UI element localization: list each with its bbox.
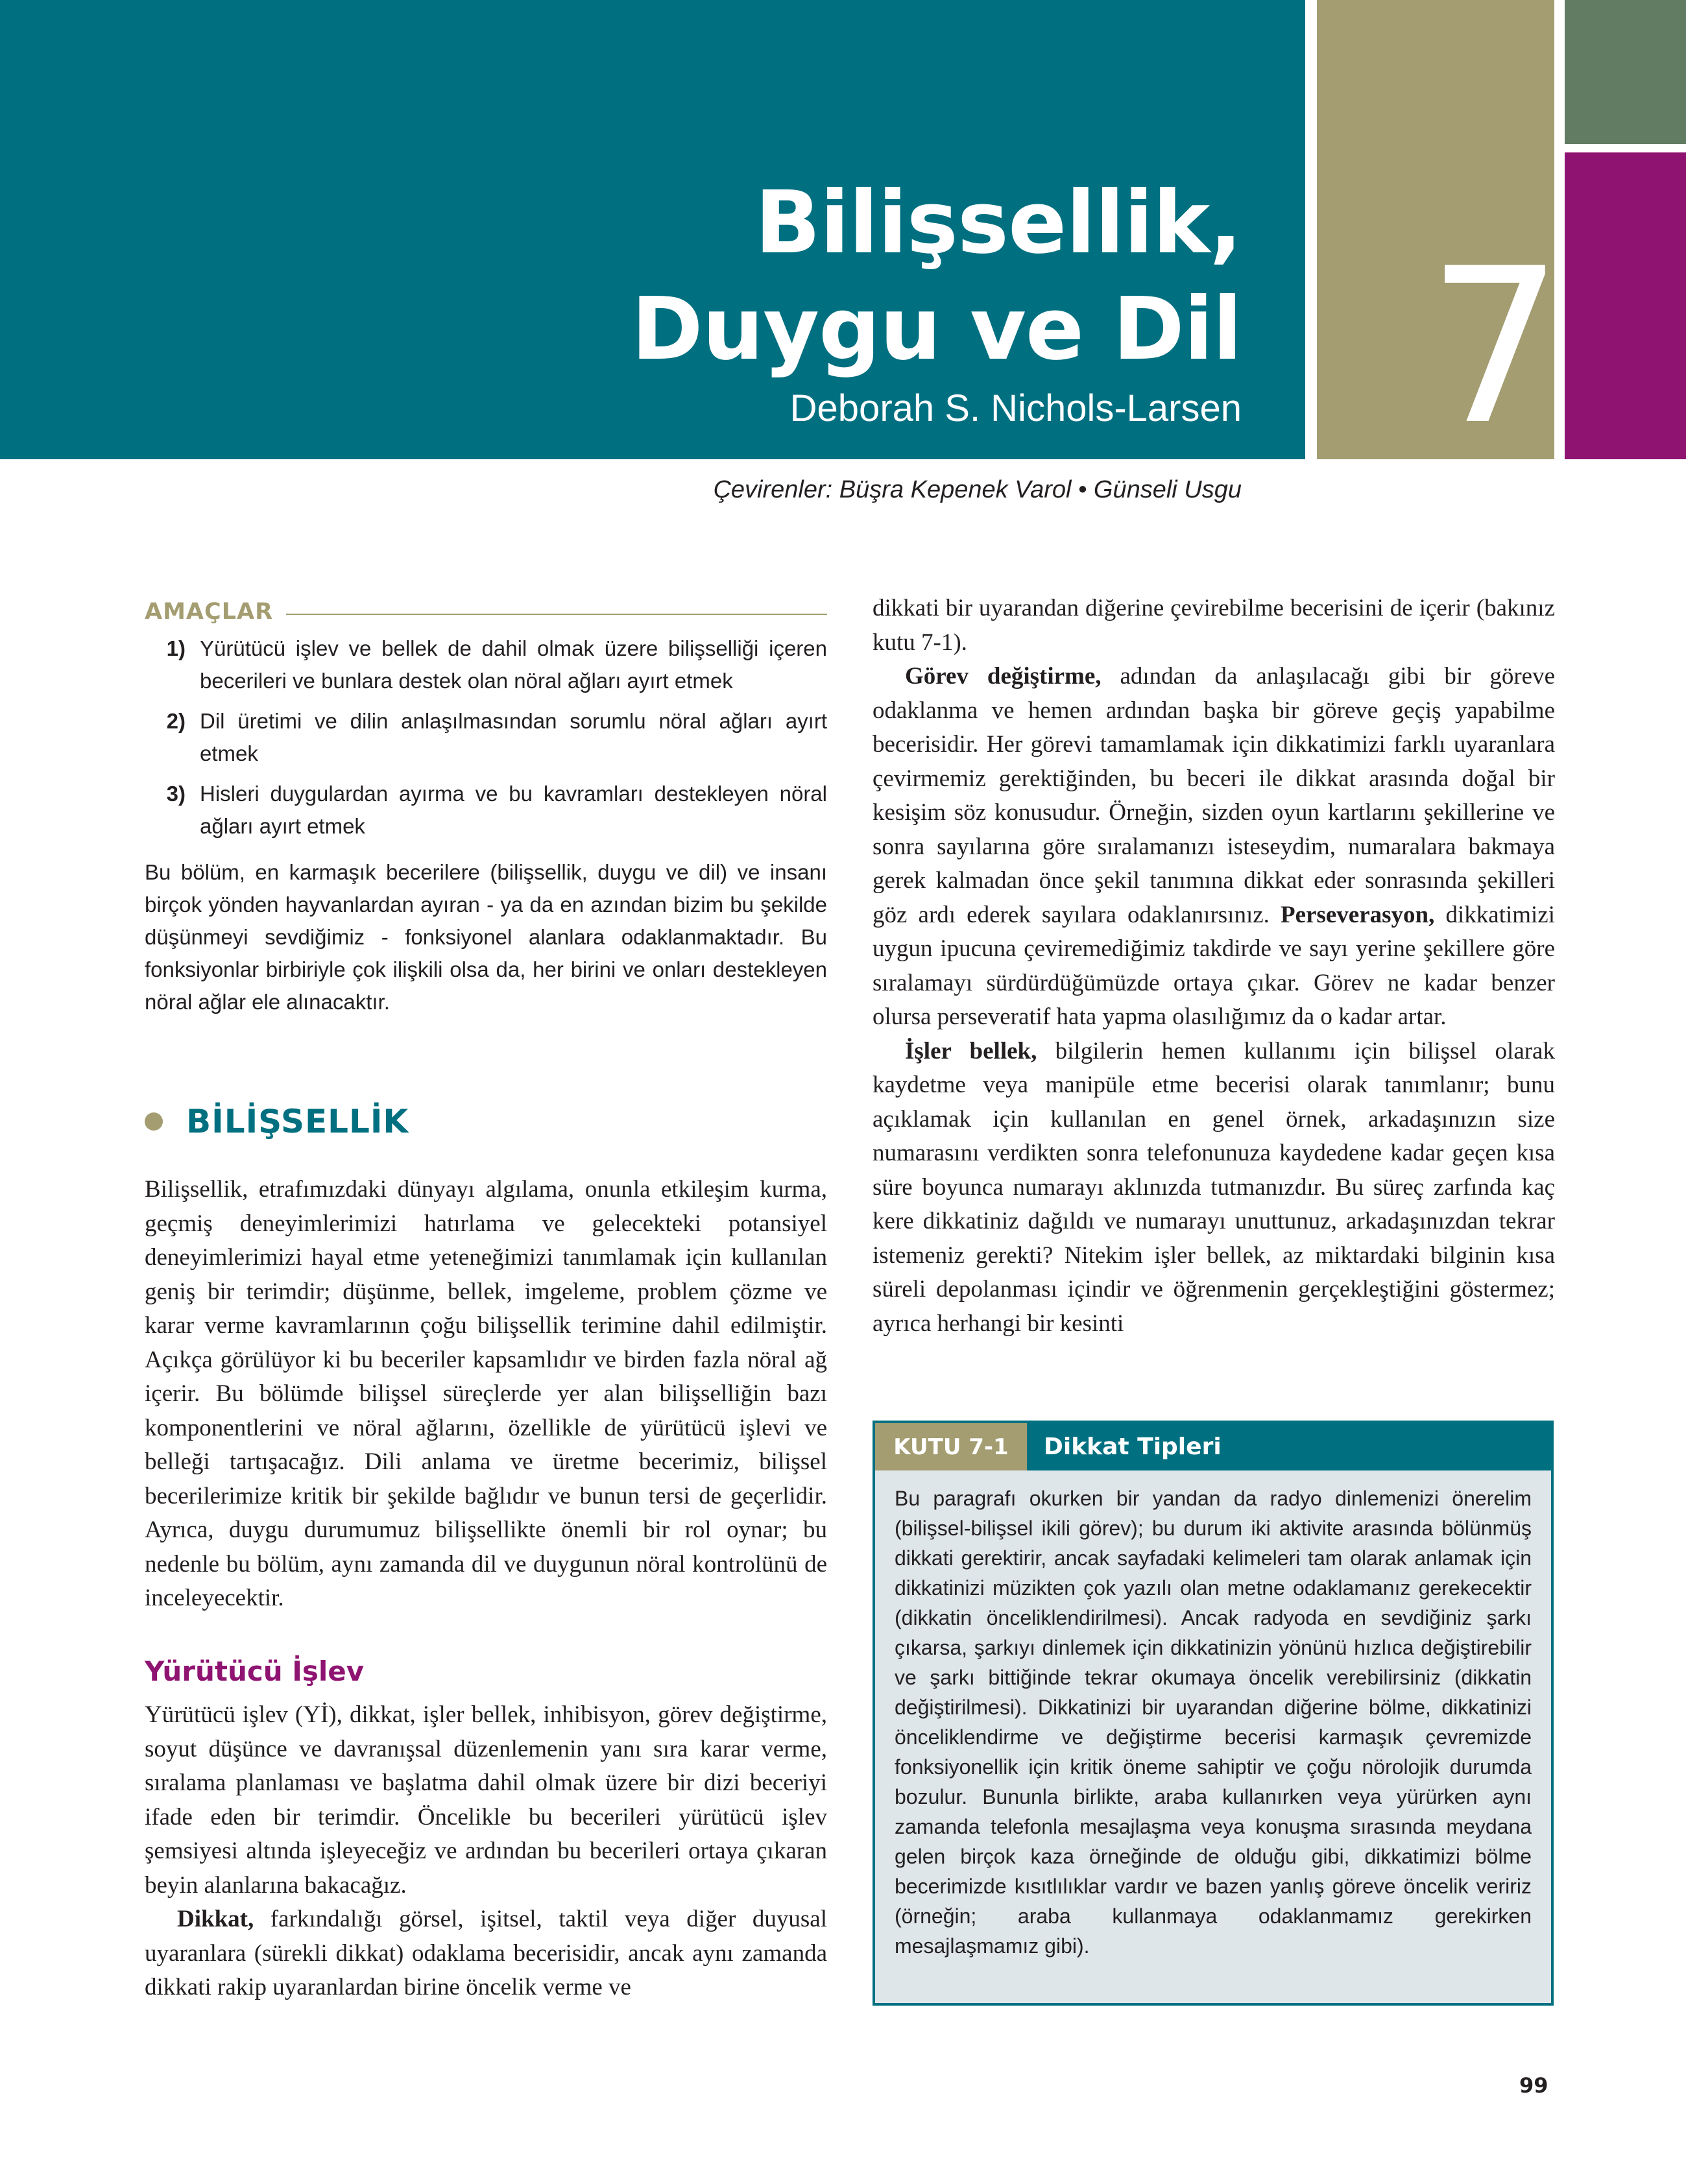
chapter-title [463,170,1242,383]
continued-paragraph: dikkati bir uyarandan diğerine çevirebilme becerisini de içerir (bakınız kutu 7-1). [873,595,1555,656]
term-attention: Dikkat, [177,1906,254,1932]
working-memory-text: bilgilerin hemen kullanımı için bilişsel olarak kaydetme veya manipüle etme becerisi olarak tanımlanır; bunu açıklamak için kullanılan en genel örnek, arkadaşınızın size numarasını verdikten sonra telefonunuza kaydedene kadar geçen kısa süre boyunca numarayı aklınızda tutmanızdır. Bu süreç zarfında kaç kere dikkatiniz dağıldı ve numarayı unuttunuz, arkadaşınızdan tekrar istemeniz gerekti? Nitekim işler bellek, az miktardaki bilginin kısa süreli depolanması içindir ve öğrenmenin gerçekleştiğini göstermez; ayrıca herhangi bir kesinti [873,1037,1555,1337]
perseveration-text: dikkatimizi uygun ipucuna çeviremediğimiz takdirde ve sayı yerine şekillere göre sıralamayı sürdürdüğümüzde ortaya çıkar. Görev ne kadar benzer olursa perseveratif hata yapma olasılığımız da o kadar artar. [873,901,1556,1030]
objective-text: Dil üretimi ve dilin anlaşılmasından sorumlu nöral ağları ayırt etmek [200,709,827,765]
task-switching-text: adından da anlaşılacağı gibi bir göreve odaklanma ve hemen ardından başka bir göreve geçiş yapabilme becerisidir. Her görevi tamamlamak için dikkatimizi farklı uyaranlara çevirmemiz gerektiğinden, bu beceri ile dikkat arasında doğal bir kesişim söz konusudur. Örneğin, sizden oyun kartlarını şekillerine ve sonra sayılarına göre sıralamanızı isteseydim, numaralara bakmaya gerek kalmadan önce şekil tanımına dikkat eder sonrasında şekilleri göz ardı ederek sayılara odaklanırsınız. [873,663,1555,928]
box-header [875,1423,1551,1470]
header-accent-green [1565,0,1686,144]
term-working-memory: İşler bellek, [905,1037,1037,1064]
objective-number: 1) [166,636,186,660]
chapter-title-line1: Bilişsellik, [754,173,1242,273]
section-title: BİLİŞSELLİK [186,1103,409,1140]
subsection-title: Yürütücü İşlev [145,1655,365,1687]
chapter-intro: Bu bölüm, en karmaşık becerilere (bilişsellik, duygu ve dil) ve insanı birçok yönden hayvanlardan ayıran - ya da en azından bizim bu şekilde düşünmeyi sevdiğimiz - fonksiyonel alanlara odaklanmaktadır. Bu fonksiyonlar birbiriyle çok ilişkili olsa da, her birini ve onları destekleyen nöral ağlar ele alınacaktır. [145,860,827,1014]
bullet-icon [145,1112,163,1131]
box-body: Bu paragrafı okurken bir yandan da radyo dinlemenizi önerelim (bilişsel-bilişsel ikili görev); bu durum iki aktivite arasında bölünmüş dikkati gerektirir, ancak sayfadaki kelimeleri tam olarak anlamak için dikkatinizi müzikten çok yazılı olan metne odaklamanız gerekecektir (dikkatin önceliklendirilmesi). Ancak radyoda en sevdiğiniz şarkı çıkarsa, şarkıyı dinlemek için dikkatinizin yönünü hızlıca değiştirebilir ve şarkı bittiğinde tekrar okumaya öncelik verebilirsiniz (dikkatin değiştirilmesi). Dikkatinizi bir uyarandan diğerine bölme, dikkatinizi önceliklendirme ve değiştirme becerisi karmaşık çevremizde fonksiyonellik için kritik öneme sahiptir ve çoğu nörolojik durumda bozulur. Bununla birlikte, araba kullanırken veya yürürken aynı zamanda telefonla mesajlaşma veya konuşma sırasında meydana gelen birçok kaza örneğinde de olduğu gibi, dikkatimizi bölme becerimizde kısıtlılıklar vardır ve bazen yanlış göreve öncelik veririz (örneğin; araba kullanmaya odaklanmamız gerekirken mesajlaşmamız gibi). [895,1487,1532,1958]
attention-paragraph [145,1902,827,2005]
working-memory-paragraph [873,1035,1555,1341]
right-column-text [873,592,1555,1341]
objective-item [145,705,827,770]
task-switching-paragraph [873,660,1555,1035]
chapter-author: Deborah S. Nichols-Larsen [789,387,1242,429]
attention-text: farkındalığı görsel, işitsel, taktil veya diğer duyusal uyaranlara (sürekli dikkat) odaklama becerisidir, ancak aynı zamanda dikkati rakip uyaranlardan birine öncelik verme ve [145,1906,827,2000]
chapter-title-line2: Duygu ve Dil [631,280,1242,379]
objective-text: Yürütücü işlev ve bellek de dahil olmak üzere bilişselliği içeren becerileri ve bunlara destek olan nöral ağları ayırt etmek [200,636,827,693]
sidebar-box [873,1421,1554,2006]
objectives-list [145,632,827,850]
translators: Çevirenler: Büşra Kepenek Varol • Günseli Usgu [713,476,1242,503]
objectives-rule [286,614,827,615]
objective-number: 3) [166,782,186,806]
objectives-heading [145,595,827,629]
objective-number: 2) [166,709,186,733]
chapter-number: 7 [1427,222,1563,472]
box-label: KUTU 7-1 [875,1423,1027,1470]
objective-item [145,778,827,843]
objective-text: Hisleri duygulardan ayırma ve bu kavramları destekleyen nöral ağları ayırt etmek [200,782,827,838]
executive-function-text [145,1698,827,2005]
term-task-switching: Görev değiştirme, [905,663,1102,690]
header-accent-purple [1565,152,1686,459]
box-title: Dikkat Tipleri [1027,1423,1551,1470]
executive-paragraph: Yürütücü işlev (Yİ), dikkat, işler bellek, inhibisyon, görev değiştirme, soyut düşünce ve davranışsal düzenlemenin yanı sıra karar verme, sıralama planlaması ve başlatma dahil olmak üzere bir dizi beceriyi ifade eden bir terimdir. Öncelikle bu becerileri yürütücü işlev şemsiyesi altında işleyeceğiz ve ardından bu becerileri ortaya çıkaran beyin alanlarına bakacağız. [145,1701,827,1899]
objectives-label: AMAÇLAR [145,599,274,625]
page-number: 99 [1519,2073,1548,2098]
term-perseveration: Perseverasyon, [1281,901,1435,928]
cognition-paragraph: Bilişsellik, etrafımızdaki dünyayı algılama, onunla etkileşim kurma, geçmiş deneyimlerimizi hatırlama ve gelecekteki potansiyel deneyimlerimizi hayal etme yeteneğimizi tanımlamak için kullanılan geniş bir terimdir; düşünme, bellek, imgeleme, problem çözme ve karar verme kavramlarının çoğu bilişsellik terimine dahil edilmiştir. Açıkça görülüyor ki bu beceriler kapsamlıdır ve birden fazla nöral ağ içerir. Bu bölümde bilişsel süreçlerde yer alan bilişselliğin bazı komponentlerini ve nöral ağlarını, özellikle de yürütücü işlevi ve belleği tartışacağız. Dili anlama ve üretme becerimiz, bilişsel becerilerimize kritik bir şekilde bağlıdır ve bunun tersi de geçerlidir. Ayrıca, duygu durumumuz bilişsellikte önemli bir rol oynar; bu nedenle bu bölüm, aynı zamanda dil ve duygunun nöral kontrolünü de inceleyecektir. [145,1176,827,1611]
section-heading [145,1103,409,1140]
objective-item [145,632,827,697]
